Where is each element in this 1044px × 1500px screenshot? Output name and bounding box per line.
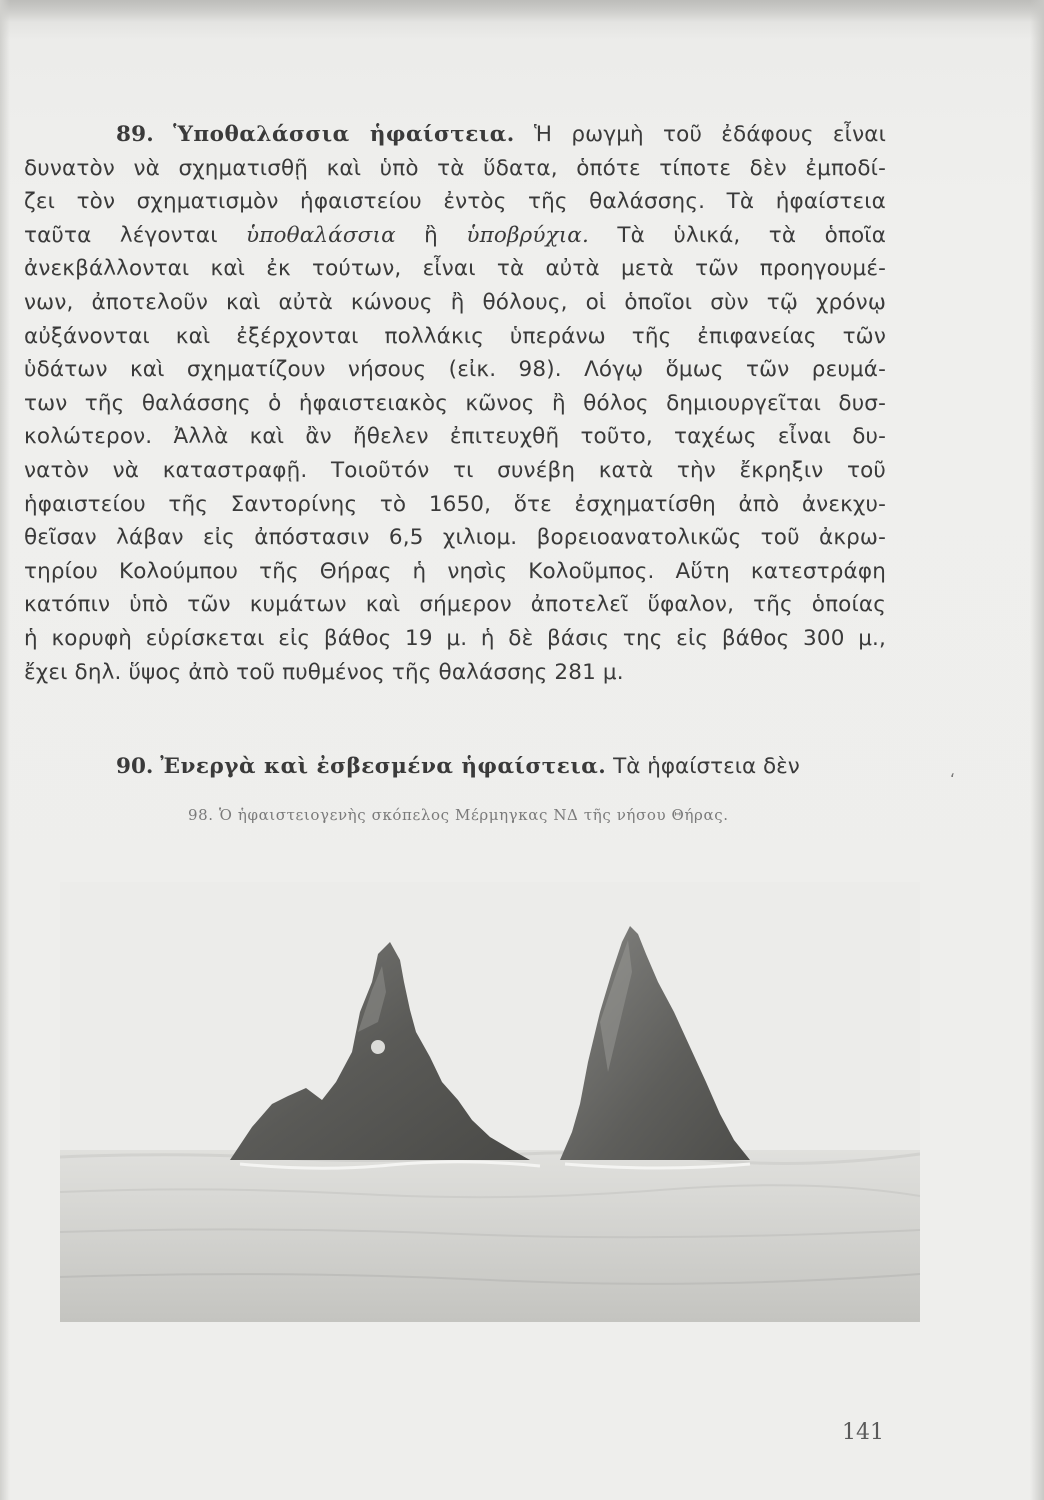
- text-line: ἔχει δηλ. ὕψος ἀπὸ τοῦ πυθμένος τῆς θαλάσσης 281 μ.: [24, 659, 624, 685]
- text-fragment: Τὰ ἡφαίστεια δὲν: [613, 754, 800, 779]
- text-line: ὑδάτων καὶ σχηματίζουν νήσους (εἰκ. 98). Λόγῳ ὅμως τῶν ρευμά-: [24, 357, 886, 383]
- page-right-edge: [1030, 0, 1044, 1500]
- text-line: νατὸν νὰ καταστραφῇ. Τοιοῦτόν τι συνέβη κατὰ τὴν ἔκρηξιν τοῦ: [24, 457, 886, 483]
- text-fragment: Τὰ ὑλικά, τὰ ὁποῖα: [617, 222, 887, 248]
- rock-hole: [371, 1040, 385, 1054]
- ink-speck: ʻ: [950, 770, 956, 789]
- section-89-paragraph: [24, 118, 887, 689]
- figure-photo-sea-stacks: [60, 882, 920, 1322]
- section-89-first-line: [116, 118, 886, 152]
- text-line: κολώτερον. Ἀλλὰ καὶ ἂν ἤθελεν ἐπιτευχθῆ τοῦτο, ταχέως εἶναι δυ-: [24, 424, 886, 450]
- text-fragment: ἢ: [424, 222, 438, 248]
- section-89-title: Ὑποθαλάσσια ἡφαίστεια.: [173, 122, 515, 147]
- text-line-with-terms: [24, 219, 886, 253]
- page-top-shadow: [0, 0, 1044, 22]
- section-89-number: 89.: [116, 122, 154, 147]
- text-line: ἡ κορυφὴ εὑρίσκεται εἰς βάθος 19 μ. ἡ δὲ βάσις της εἰς βάθος 300 μ.,: [24, 625, 886, 651]
- term-underwater: ὑποβρύχια.: [466, 222, 589, 248]
- text-line: Ἡ ρωγμὴ τοῦ ἐδάφους εἶναι: [534, 122, 887, 147]
- text-line: ἡφαιστείου τῆς Σαντορίνης τὸ 1650, ὅτε ἐσχηματίσθη ἀπὸ ἀνεκχυ-: [24, 491, 886, 517]
- section-90-number: 90.: [116, 754, 154, 779]
- sea-stacks-illustration: [60, 882, 920, 1322]
- text-line: ἀνεκβάλλονται καὶ ἐκ τούτων, εἶναι τὰ αὐτὰ μετὰ τῶν προηγουμέ-: [24, 256, 886, 282]
- page-number: 141: [842, 1420, 884, 1445]
- text-line: θεῖσαν λάβαν εἰς ἀπόστασιν 6,5 χιλιομ. βορειοανατολικῶς τοῦ ἀκρω-: [24, 525, 886, 551]
- page-left-edge: [0, 0, 10, 1500]
- text-line: ζει τὸν σχηματισμὸν ἡφαιστείου ἐντὸς τῆς θαλάσσης. Τὰ ἡφαίστεια: [24, 189, 886, 215]
- text-line: τηρίου Κολούμπου τῆς Θήρας ἡ νησὶς Κολοῦμπος. Αὕτη κατεστράφη: [24, 558, 886, 584]
- section-90-title: Ἐνεργὰ καὶ ἐσβεσμένα ἡφαίστεια.: [160, 754, 607, 779]
- term-submarine: ὑποθαλάσσια: [246, 222, 396, 248]
- text-line: δυνατὸν νὰ σχηματισθῇ καὶ ὑπὸ τὰ ὕδατα, ὁπότε τίποτε δὲν ἐμποδί-: [24, 155, 886, 181]
- text-line: κατόπιν ὑπὸ τῶν κυμάτων καὶ σήμερον ἀποτελεῖ ὕφαλον, τῆς ὁποίας: [24, 592, 886, 618]
- text-fragment: ταῦτα λέγονται: [24, 222, 218, 248]
- text-line: των τῆς θαλάσσης ὁ ἡφαιστειακὸς κῶνος ἢ θόλος δημιουργεῖται δυσ-: [24, 390, 886, 416]
- text-line: νων, ἀποτελοῦν καὶ αὐτὰ κώνους ἢ θόλους, οἱ ὁποῖοι σὺν τῷ χρόνῳ: [24, 289, 886, 315]
- section-90-first-line: [116, 750, 886, 784]
- figure-caption: 98. Ὁ ἡφαιστειογενὴς σκόπελος Μέρμηγκας ΝΔ τῆς νήσου Θήρας.: [188, 806, 729, 824]
- text-line: αὐξάνονται καὶ ἐξέρχονται πολλάκις ὑπεράνω τῆς ἐπιφανείας τῶν: [24, 323, 886, 349]
- section-90-paragraph: [116, 750, 886, 784]
